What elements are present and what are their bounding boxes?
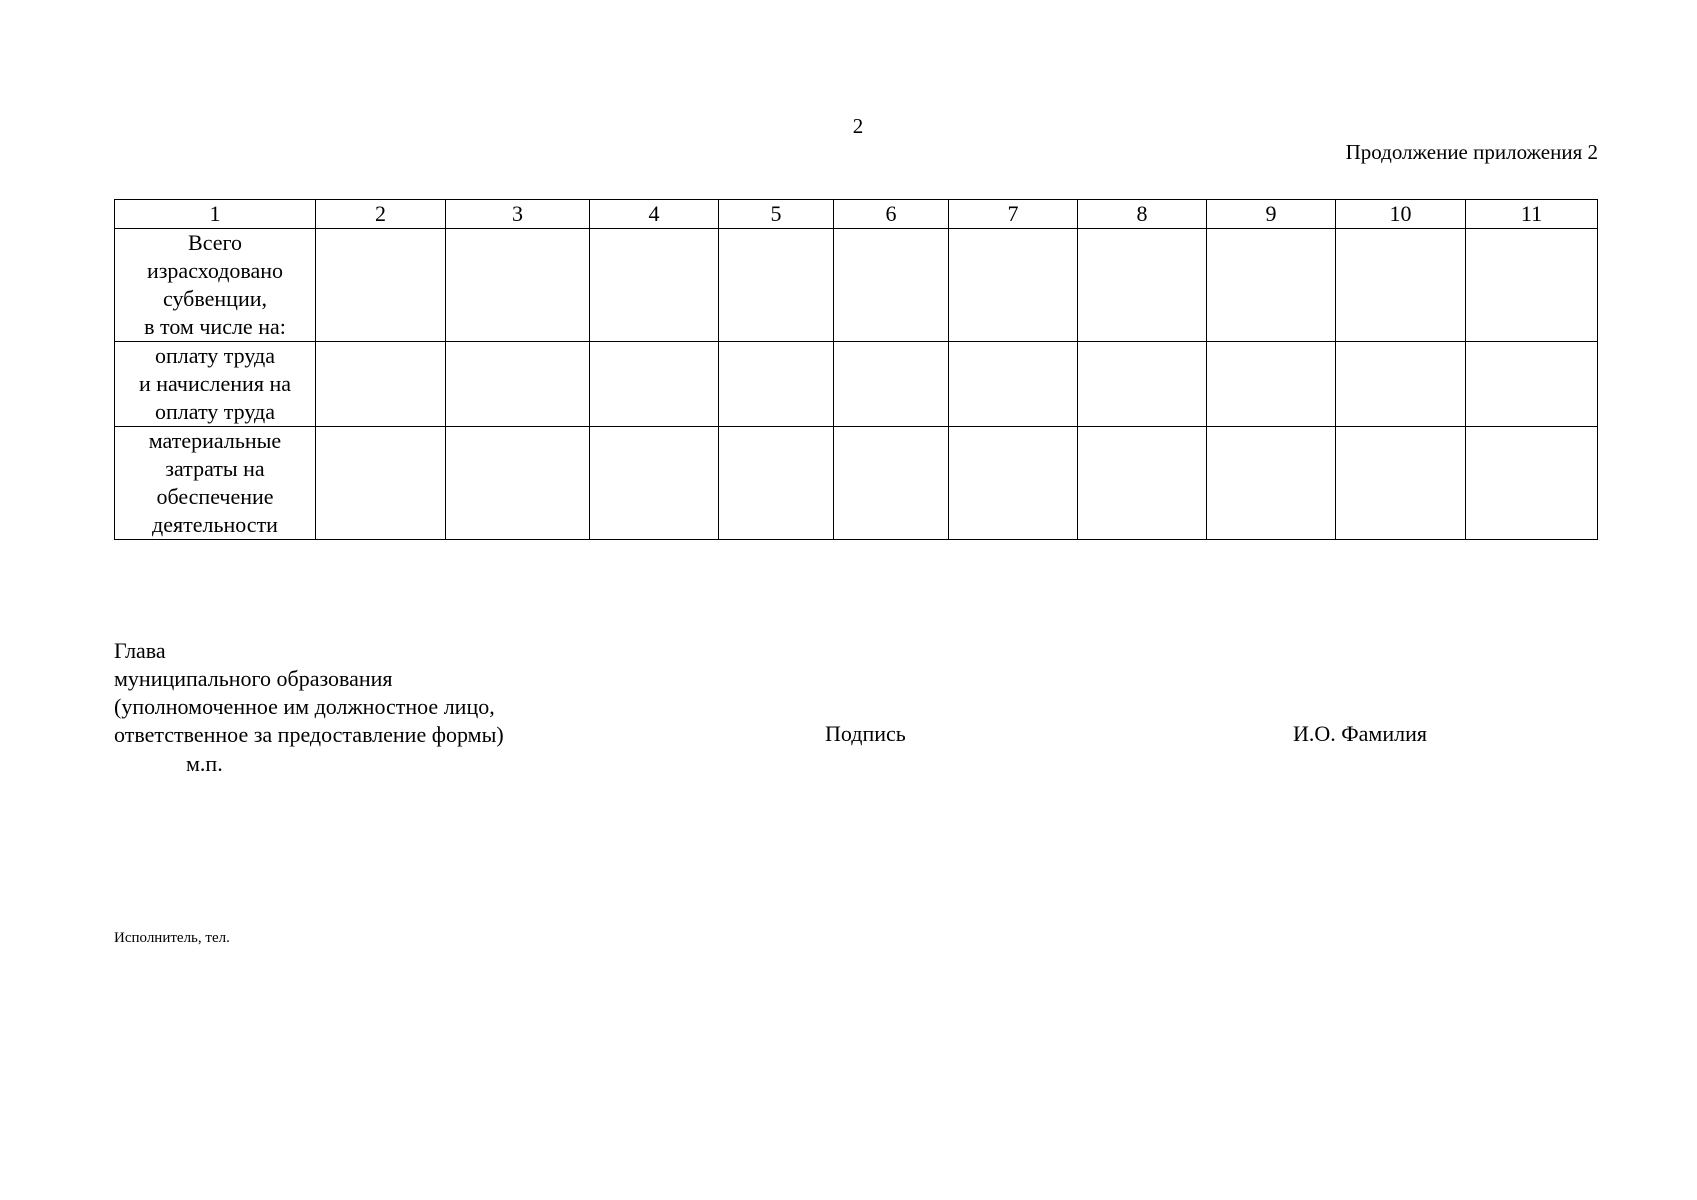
table-cell bbox=[316, 427, 446, 540]
table-cell bbox=[949, 229, 1078, 342]
table-row bbox=[115, 229, 1598, 342]
table-cell bbox=[316, 342, 446, 427]
column-number-row bbox=[115, 200, 1598, 229]
executor-label: Исполнитель, тел. bbox=[114, 930, 230, 946]
signature-title-line: муниципального образования bbox=[114, 666, 393, 691]
table-cell bbox=[1336, 229, 1466, 342]
column-header: 5 bbox=[719, 200, 834, 229]
table-cell bbox=[949, 342, 1078, 427]
table-cell bbox=[719, 342, 834, 427]
report-table bbox=[114, 199, 1598, 540]
continuation-note: Продолжение приложения 2 bbox=[1345, 140, 1598, 164]
table-cell bbox=[1078, 427, 1207, 540]
signature-block bbox=[114, 637, 504, 749]
table-cell bbox=[316, 229, 446, 342]
column-header: 11 bbox=[1466, 200, 1598, 229]
column-header: 9 bbox=[1207, 200, 1336, 229]
table-row bbox=[115, 427, 1598, 540]
table-cell bbox=[590, 342, 719, 427]
column-header: 6 bbox=[834, 200, 949, 229]
table-cell bbox=[1336, 342, 1466, 427]
table-cell bbox=[1207, 342, 1336, 427]
table-cell bbox=[834, 229, 949, 342]
table-cell bbox=[1207, 229, 1336, 342]
table-cell bbox=[1336, 427, 1466, 540]
column-header: 3 bbox=[446, 200, 590, 229]
column-header: 4 bbox=[590, 200, 719, 229]
table-cell bbox=[834, 427, 949, 540]
table-cell bbox=[1207, 427, 1336, 540]
row-label-wages: оплату труда и начисления на оплату труда bbox=[115, 342, 316, 427]
column-header: 7 bbox=[949, 200, 1078, 229]
table-row bbox=[115, 342, 1598, 427]
table-cell bbox=[719, 427, 834, 540]
signature-title-line: (уполномоченное им должностное лицо, bbox=[114, 694, 495, 719]
table-cell bbox=[1466, 342, 1598, 427]
signature-title-line: Глава bbox=[114, 638, 166, 663]
row-label-total: Всего израсходовано субвенции, в том числе на: bbox=[115, 229, 316, 342]
table-cell bbox=[590, 229, 719, 342]
name-label: И.О. Фамилия bbox=[1293, 721, 1427, 746]
signature-label: Подпись bbox=[825, 721, 906, 746]
table-cell bbox=[1466, 427, 1598, 540]
stamp-label: м.п. bbox=[186, 751, 223, 776]
page-number: 2 bbox=[852, 114, 864, 138]
table-cell bbox=[590, 427, 719, 540]
table-cell bbox=[1078, 342, 1207, 427]
column-header: 10 bbox=[1336, 200, 1466, 229]
table-cell bbox=[719, 229, 834, 342]
table-cell bbox=[1466, 229, 1598, 342]
table-cell bbox=[834, 342, 949, 427]
column-header: 2 bbox=[316, 200, 446, 229]
table-cell bbox=[949, 427, 1078, 540]
signature-title-line: ответственное за предоставление формы) bbox=[114, 722, 504, 747]
table-cell bbox=[446, 427, 590, 540]
column-header: 1 bbox=[115, 200, 316, 229]
column-header: 8 bbox=[1078, 200, 1207, 229]
table-cell bbox=[446, 229, 590, 342]
table-cell bbox=[446, 342, 590, 427]
table-cell bbox=[1078, 229, 1207, 342]
row-label-material: материальные затраты на обеспечение деятельности bbox=[115, 427, 316, 540]
